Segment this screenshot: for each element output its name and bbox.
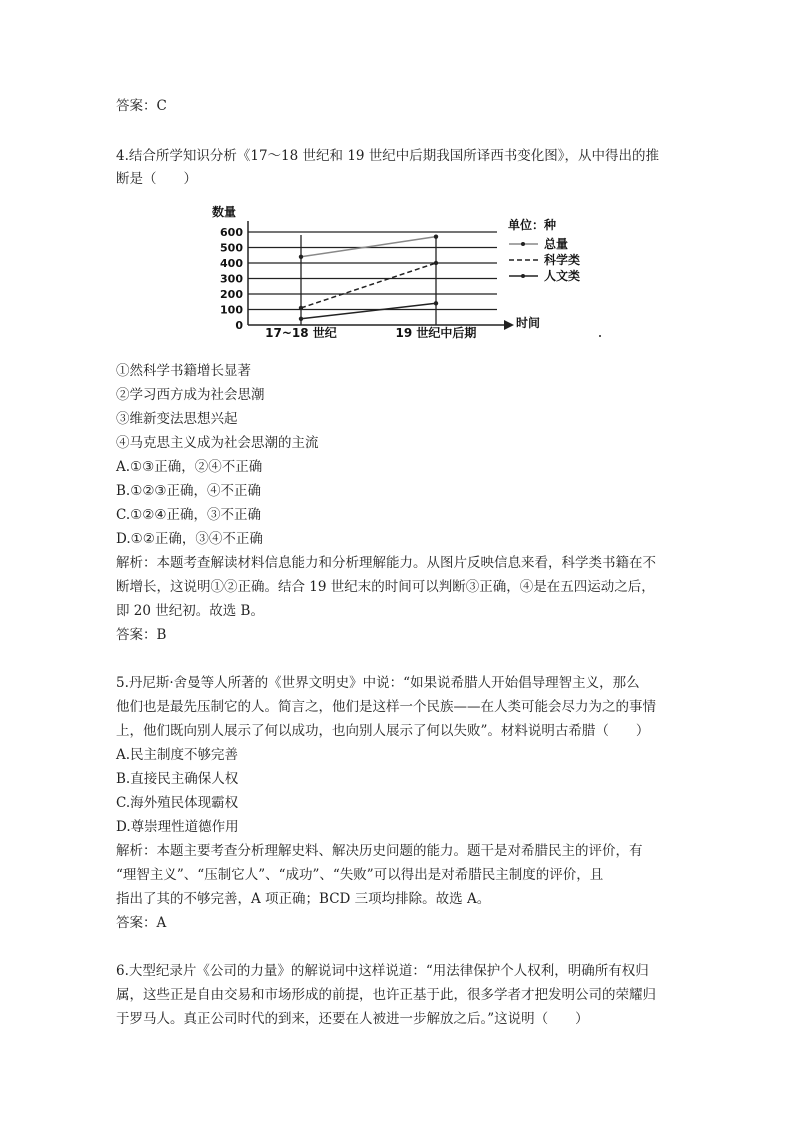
legend-label: 人文类 bbox=[544, 269, 581, 283]
option-3: ③维新变法思想兴起 bbox=[116, 411, 238, 427]
question-6-text: 于罗马人。真正公司时代的到来，还要在人被进一步解放之后。”这说明（ ） bbox=[116, 1011, 589, 1027]
x-axis-arrow bbox=[504, 320, 514, 330]
legend-label: 科学类 bbox=[544, 253, 581, 267]
series-line-1 bbox=[301, 263, 436, 308]
legend-label: 总量 bbox=[544, 237, 569, 251]
analysis-4: 解析：本题考查解读材料信息能力和分析理解能力。从图片反映信息来看，科学类书籍在不 bbox=[116, 555, 656, 571]
y-tick-label: 100 bbox=[220, 303, 243, 317]
choice-d: D.尊崇理性道德作用 bbox=[116, 819, 239, 835]
choice-b: B.①②③正确，④不正确 bbox=[116, 483, 262, 499]
choice-b: B.直接民主确保人权 bbox=[116, 771, 239, 787]
option-4: ④马克思主义成为社会思潮的主流 bbox=[116, 435, 319, 451]
choice-c: C.①②④正确，③不正确 bbox=[116, 507, 261, 523]
x-tick-label: 19 世纪中后期 bbox=[395, 326, 477, 340]
option-1: ①然科学书籍增长显著 bbox=[116, 363, 251, 379]
answer-3: 答案：C bbox=[116, 98, 167, 114]
y-tick-label: 0 bbox=[235, 319, 243, 332]
series-line-0 bbox=[301, 237, 436, 257]
question-5-text: 上，他们既向别人展示了何以成功，也向别人展示了何以失败”。材料说明古希腊（ ） bbox=[116, 723, 650, 739]
analysis-4: 断增长，这说明①②正确。结合 19 世纪末的时间可以判断③正确，④是在五四运动之后， bbox=[116, 579, 655, 595]
data-point bbox=[434, 234, 438, 238]
x-axis-label: 时间 bbox=[516, 316, 541, 330]
question-6-text: 属，这些正是自由交易和市场形成的前提，也许正基于此，很多学者才把发明公司的荣耀归 bbox=[116, 987, 656, 1003]
analysis-5: 指出了其的不够完善，A 项正确；BCD 三项均排除。故选 A。 bbox=[116, 891, 491, 907]
question-4-text: 断是（ ） bbox=[116, 171, 197, 187]
analysis-4: 即 20 世纪初。故选 B。 bbox=[116, 603, 264, 619]
choice-a: A.民主制度不够完善 bbox=[116, 747, 239, 763]
analysis-5: “理智主义”、“压制它人”、“成功”、“失败”可以得出是对希腊民主制度的评价，且 bbox=[116, 867, 604, 883]
data-point bbox=[434, 261, 438, 265]
x-tick-label: 17~18 世纪 bbox=[265, 326, 337, 340]
analysis-5: 解析：本题主要考查分析理解史料、解决历史问题的能力。题干是对希腊民主的评价，有 bbox=[116, 843, 643, 859]
data-point bbox=[299, 255, 303, 259]
translated-books-chart bbox=[212, 203, 607, 345]
y-tick-label: 400 bbox=[220, 257, 243, 270]
question-5-text: 他们也是最先压制它的人。简言之，他们是这样一个民族——在人类可能会尽力为之的事情 bbox=[116, 699, 656, 715]
y-tick-label: 500 bbox=[220, 241, 243, 255]
option-2: ②学习西方成为社会思潮 bbox=[116, 387, 265, 403]
question-4-text: 4.结合所学知识分析《17～18 世纪和 19 世纪中后期我国所译西书变化图》，从中得出的推 bbox=[116, 148, 660, 164]
answer-5: 答案：A bbox=[116, 915, 167, 931]
y-tick-label: 300 bbox=[220, 272, 243, 286]
choice-c: C.海外殖民体现霸权 bbox=[116, 795, 239, 811]
scan-dot bbox=[599, 335, 601, 337]
choice-a: A.①③正确，②④不正确 bbox=[116, 459, 263, 475]
question-5-text: 5.丹尼斯·舍曼等人所著的《世界文明史》中说：“如果说希腊人开始倡导理智主义，那么 bbox=[116, 675, 640, 691]
y-axis-label: 数量 bbox=[212, 205, 237, 219]
y-tick-label: 200 bbox=[220, 288, 243, 301]
data-point bbox=[434, 301, 438, 305]
choice-d: D.①②正确，③④不正确 bbox=[116, 531, 263, 547]
data-point bbox=[299, 317, 303, 321]
line-chart bbox=[212, 203, 607, 345]
chart-legend bbox=[509, 236, 580, 283]
answer-4: 答案：B bbox=[116, 627, 167, 643]
legend-title: 单位：种 bbox=[508, 218, 557, 232]
legend-marker bbox=[521, 274, 525, 278]
series-line-2 bbox=[301, 303, 436, 319]
data-point bbox=[299, 306, 303, 310]
legend-marker bbox=[521, 242, 525, 246]
y-tick-label: 600 bbox=[220, 226, 243, 239]
question-6-text: 6.大型纪录片《公司的力量》的解说词中这样说道：“用法律保护个人权利，明确所有权归 bbox=[116, 963, 649, 979]
